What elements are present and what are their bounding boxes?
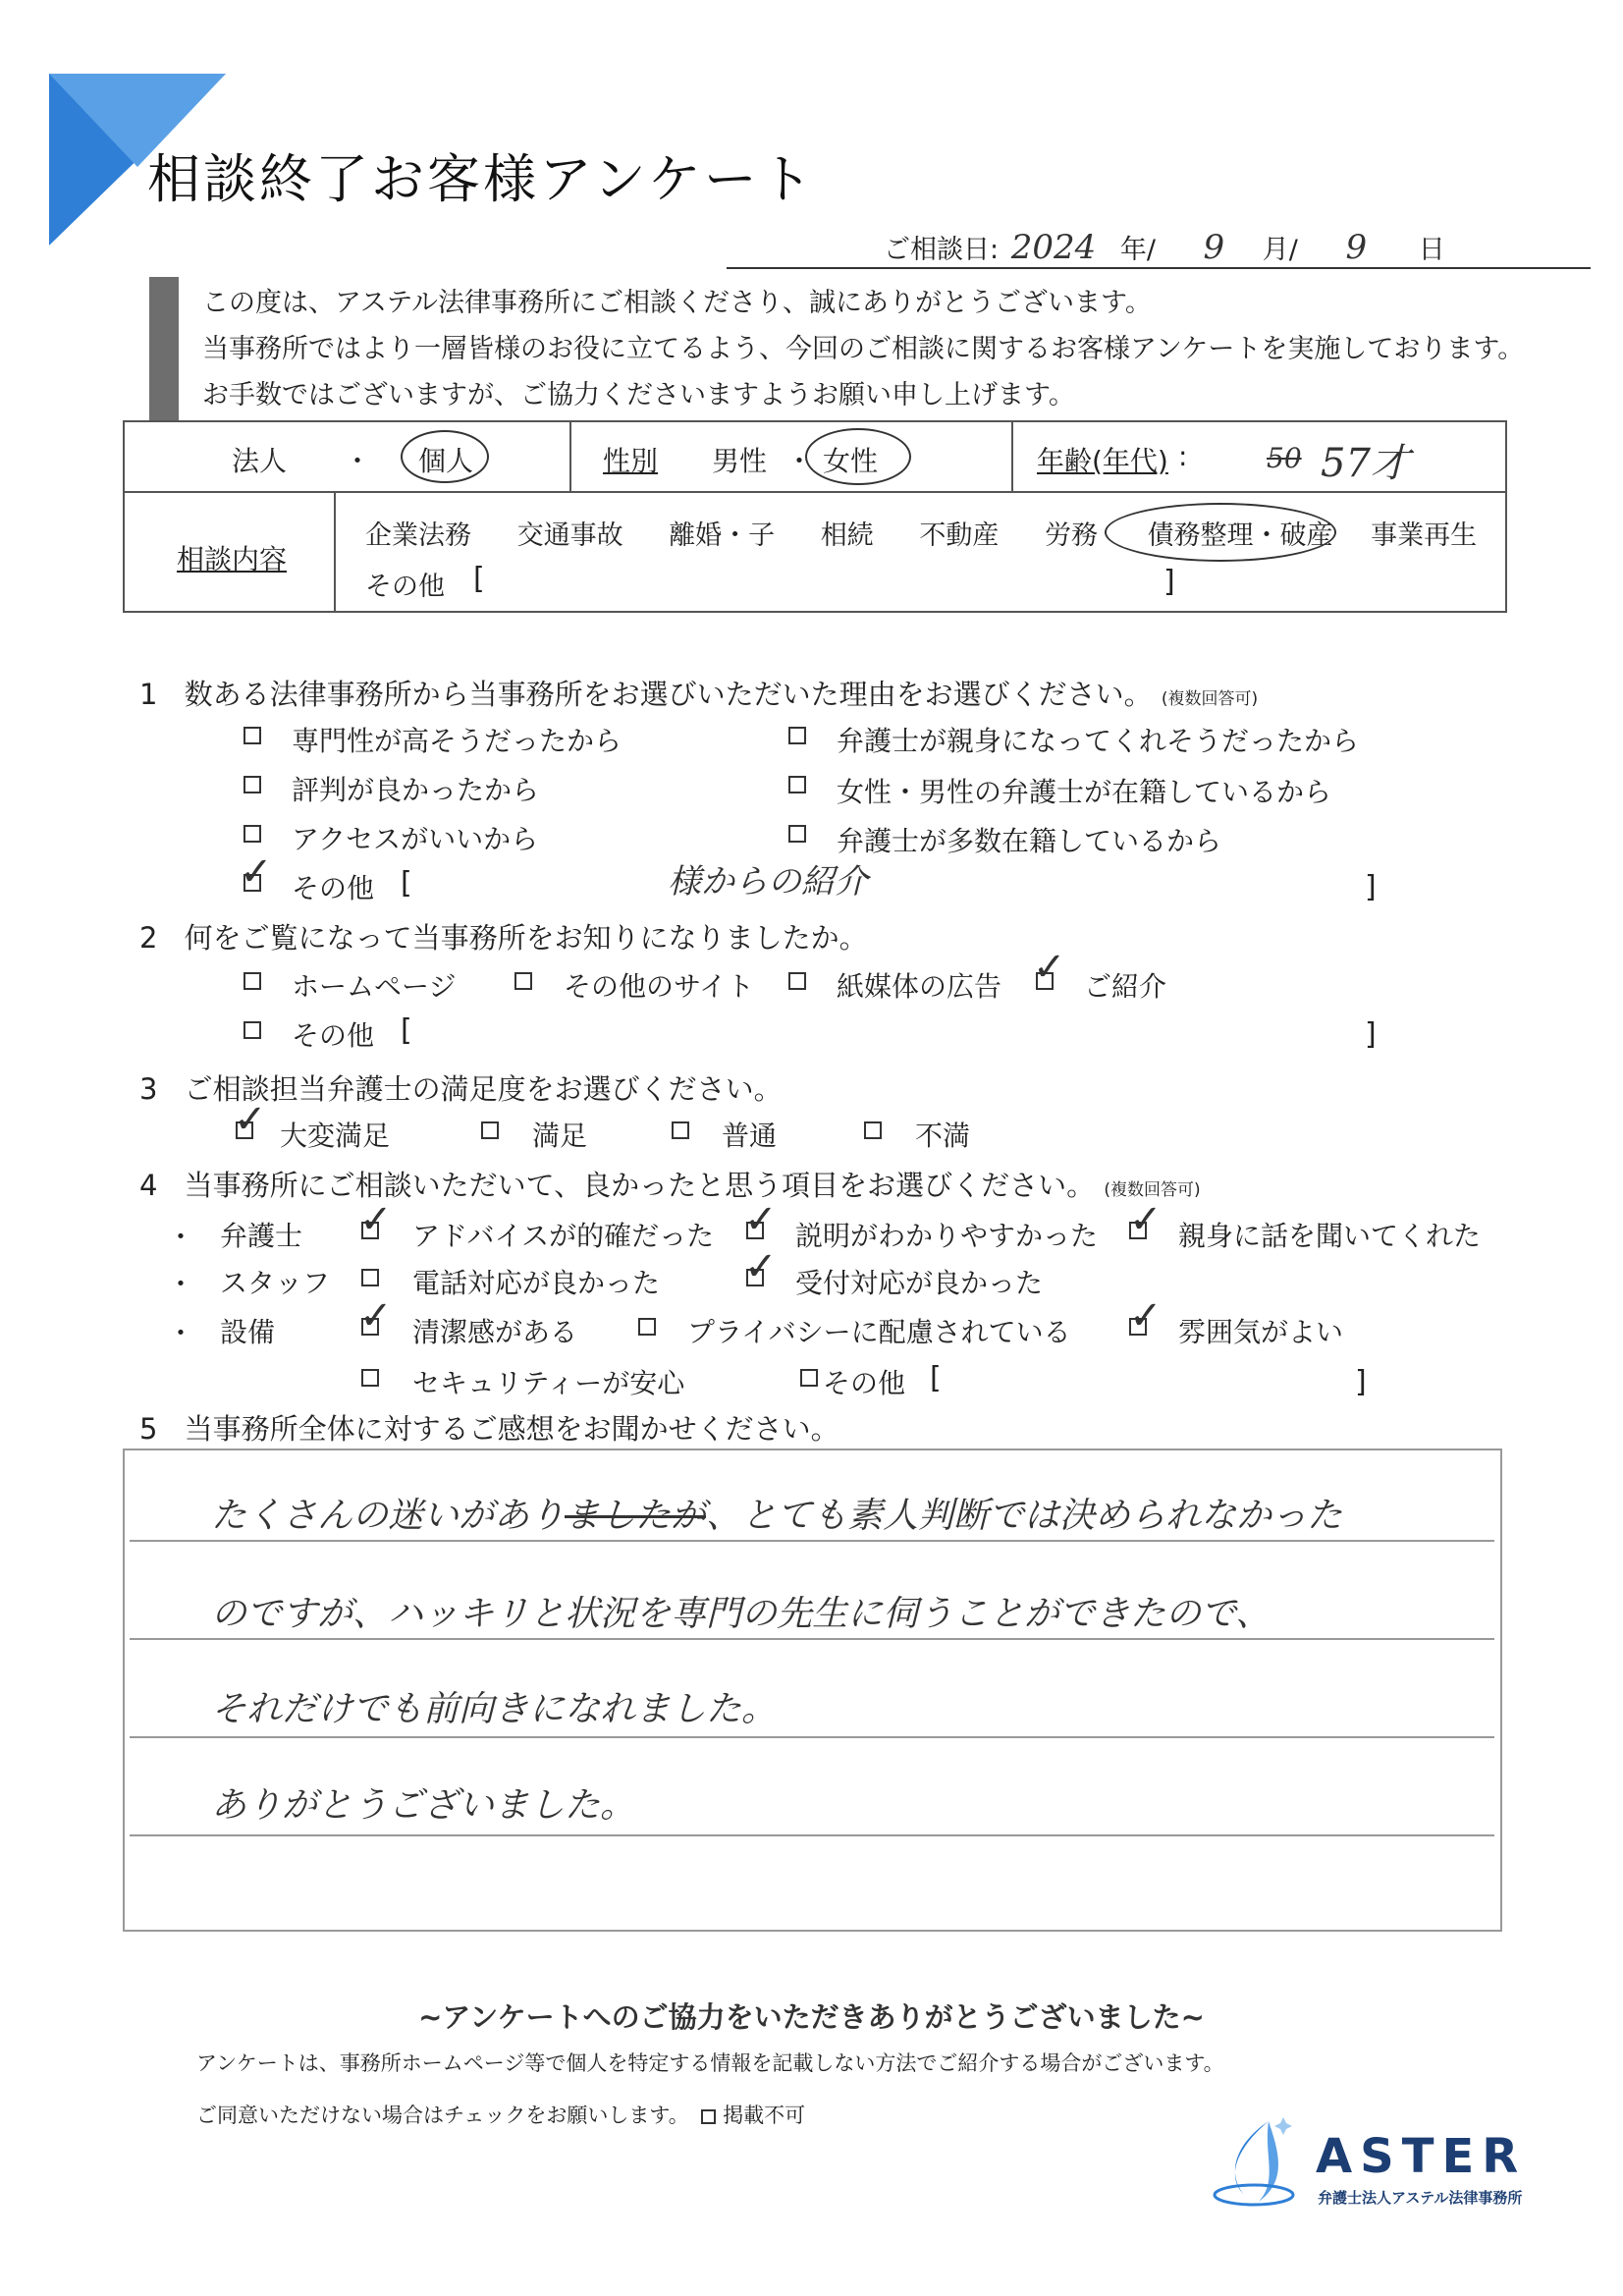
q1-option-label: 評判が良かったから bbox=[292, 774, 540, 806]
q4-option-label: 電話対応が良かった bbox=[412, 1267, 661, 1299]
comment-text: 、とても素人判断では決められなかった bbox=[706, 1496, 1343, 1536]
female-circle bbox=[805, 428, 911, 485]
q4-option-checkbox[interactable] bbox=[361, 1369, 379, 1387]
consult-item: 離婚・子 bbox=[669, 520, 776, 551]
q4-other-open: [ bbox=[930, 1361, 942, 1395]
q3-option-label: 大変満足 bbox=[280, 1120, 391, 1152]
intro-line-2: 当事務所ではより一層皆様のお役に立てるよう、今回のご相談に関するお客様アンケートを実施しております。 bbox=[202, 334, 1525, 364]
intro-text bbox=[202, 280, 1524, 418]
date-month-unit: 月/ bbox=[1262, 235, 1298, 265]
footer-note-1: アンケートは、事務所ホームページ等で個人を特定する情報を記載しない方法でご紹介する場合がございます。 bbox=[196, 2051, 1224, 2075]
q2-option-label: その他のサイト bbox=[564, 970, 755, 1003]
consult-label: 相談内容 bbox=[177, 543, 288, 575]
age-label: 年齢(年代) bbox=[1037, 445, 1168, 477]
gender-female: 女性 bbox=[823, 445, 879, 477]
q2-option-label: ホームページ bbox=[292, 970, 457, 1003]
q1-option-checkbox[interactable] bbox=[788, 727, 806, 744]
q1-option-label: 弁護士が親身になってくれそうだったから bbox=[837, 725, 1360, 757]
q1-heading bbox=[139, 673, 1258, 713]
aster-logo-subtitle: 弁護士法人アステル法律事務所 bbox=[1318, 2189, 1523, 2207]
comment-line-4: ありがとうございました。 bbox=[211, 1785, 636, 1826]
aster-logo-icon bbox=[1210, 2111, 1298, 2210]
consult-item: 労務 bbox=[1044, 520, 1098, 551]
q2-other-close: ] bbox=[1365, 1017, 1377, 1052]
consult-other-close: ] bbox=[1163, 565, 1175, 599]
consult-item: 企業法務 bbox=[365, 520, 471, 551]
intro-line-3: お手数ではございますが、ご協力くださいますようお願い申し上げます。 bbox=[202, 380, 1075, 410]
q1-other-answer: 様からの紹介 bbox=[668, 862, 868, 902]
intro-line-1: この度は、アステル法律事務所にご相談くださり、誠にありがとうございます。 bbox=[202, 288, 1152, 318]
q2-referral-checkmark: ✓ bbox=[1033, 945, 1066, 990]
header-corner-decoration bbox=[0, 0, 412, 255]
q2-option-checkbox[interactable] bbox=[788, 972, 806, 990]
optout-checkbox[interactable] bbox=[701, 2109, 716, 2124]
q4-checkmark: ✓ bbox=[1129, 1197, 1163, 1242]
q1-other-label: その他 bbox=[292, 872, 375, 904]
q4-option-label: 雰囲気がよい bbox=[1178, 1316, 1344, 1348]
gender-dot: ・ bbox=[785, 445, 814, 477]
comment-rule bbox=[130, 1638, 1494, 1640]
q4-number: 4 bbox=[139, 1169, 158, 1202]
q2-option-label: 紙媒体の広告 bbox=[837, 970, 1002, 1003]
q5-heading bbox=[139, 1407, 839, 1448]
optout-label: 掲載不可 bbox=[723, 2104, 806, 2127]
age-crossed: 50 bbox=[1267, 442, 1302, 474]
q1-other-open: [ bbox=[401, 866, 412, 901]
q4-option-checkbox[interactable] bbox=[638, 1318, 656, 1336]
consult-other-label: その他 bbox=[365, 572, 445, 602]
q4-other-close: ] bbox=[1355, 1365, 1367, 1399]
gender-male: 男性 bbox=[712, 445, 768, 477]
q3-number: 3 bbox=[139, 1072, 158, 1106]
date-month: 9 bbox=[1203, 228, 1225, 267]
comment-line-1 bbox=[211, 1488, 1342, 1538]
q1-option-checkbox[interactable] bbox=[243, 727, 261, 744]
q4-other-label: その他 bbox=[823, 1367, 906, 1399]
date-underline bbox=[727, 267, 1591, 269]
comment-line-3: それだけでも前向きになれました。 bbox=[211, 1689, 778, 1729]
q1-note: (複数回答可) bbox=[1161, 689, 1259, 709]
corp-dot: ・ bbox=[344, 445, 372, 477]
q3-option-label: 不満 bbox=[915, 1120, 971, 1152]
consult-item: 相続 bbox=[820, 520, 874, 551]
q1-option-label: 専門性が高そうだったから bbox=[292, 725, 622, 757]
q1-option-label: 女性・男性の弁護士が在籍しているから bbox=[837, 776, 1332, 808]
q5-text: 当事務所全体に対するご感想をお聞かせください。 bbox=[184, 1412, 839, 1446]
consult-col-divider bbox=[334, 491, 336, 613]
q2-heading bbox=[139, 916, 868, 957]
page-title: 相談終了お客様アンケート bbox=[147, 148, 816, 210]
q4-option-label: プライバシーに配慮されている bbox=[687, 1316, 1071, 1348]
q4-checkmark: ✓ bbox=[744, 1244, 778, 1289]
q4-staff-label: スタッフ bbox=[220, 1267, 331, 1299]
q2-other-label: その他 bbox=[292, 1019, 375, 1052]
q4-note: (複数回答可) bbox=[1104, 1180, 1201, 1200]
profile-col-divider-2 bbox=[1011, 420, 1013, 491]
consult-item: 交通事故 bbox=[516, 520, 623, 551]
q2-other-open: [ bbox=[401, 1013, 412, 1048]
gender-label: 性別 bbox=[603, 445, 659, 477]
footer-note-2 bbox=[196, 2100, 805, 2129]
corp-option: 法人 bbox=[232, 445, 288, 477]
q4-option-label: セキュリティーが安心 bbox=[412, 1367, 685, 1399]
q1-option-checkbox[interactable] bbox=[243, 776, 261, 793]
date-label: ご相談日: bbox=[884, 235, 1000, 265]
q4-option-label: 受付対応が良かった bbox=[795, 1267, 1044, 1299]
q1-text: 数ある法律事務所から当事務所をお選びいただいた理由をお選びください。 bbox=[184, 678, 1153, 711]
q4-text: 当事務所にご相談いただいて、良かったと思う項目をお選びください。 bbox=[184, 1169, 1096, 1202]
individual-option: 個人 bbox=[418, 445, 474, 477]
date-day-unit: 日 bbox=[1418, 235, 1445, 265]
q1-option-label: アクセスがいいから bbox=[292, 823, 539, 855]
comment-text: たくさんの迷いがあり bbox=[211, 1496, 566, 1536]
date-day: 9 bbox=[1345, 228, 1368, 267]
q1-other-checkmark: ✓ bbox=[240, 849, 273, 895]
q2-number: 2 bbox=[139, 921, 158, 955]
q1-other-close: ] bbox=[1365, 870, 1377, 904]
q2-option-checkbox[interactable] bbox=[514, 972, 532, 990]
q4-checkmark: ✓ bbox=[359, 1197, 393, 1242]
q4-checkmark: ✓ bbox=[744, 1197, 778, 1242]
aster-logo-text: ASTER bbox=[1316, 2129, 1527, 2184]
q2-option-checkbox[interactable] bbox=[243, 972, 261, 990]
consult-item: 事業再生 bbox=[1371, 520, 1478, 551]
consult-item: 不動産 bbox=[919, 520, 1000, 551]
q4-bullet: ・ bbox=[167, 1221, 195, 1253]
q4-lawyer-label: 弁護士 bbox=[220, 1220, 303, 1252]
q1-option-checkbox[interactable] bbox=[243, 825, 261, 843]
comment-crossed: ましたが bbox=[565, 1496, 707, 1536]
profile-col-divider-1 bbox=[569, 420, 571, 491]
comment-rule bbox=[130, 1540, 1494, 1542]
date-year-unit: 年/ bbox=[1119, 235, 1156, 265]
q1-number: 1 bbox=[139, 678, 158, 711]
q4-bullet: ・ bbox=[167, 1317, 195, 1349]
intro-bar bbox=[149, 277, 179, 422]
q3-option-checkbox[interactable] bbox=[481, 1121, 499, 1139]
q4-checkmark: ✓ bbox=[359, 1293, 393, 1339]
q4-option-label: アドバイスが的確だった bbox=[412, 1220, 715, 1252]
q1-option-label: 弁護士が多数在籍しているから bbox=[837, 825, 1222, 857]
comment-rule bbox=[130, 1736, 1494, 1738]
profile-row-divider bbox=[123, 491, 1507, 493]
q3-option-checkbox[interactable] bbox=[672, 1121, 689, 1139]
q4-option-label: 清潔感がある bbox=[412, 1316, 578, 1348]
comment-rule bbox=[130, 1834, 1494, 1836]
age-colon: : bbox=[1178, 440, 1188, 472]
consult-other-open: [ bbox=[473, 562, 485, 596]
footer-thanks: ~アンケートへのご協力をいただきありがとうございました~ bbox=[418, 2000, 1205, 2034]
date-year: 2024 bbox=[1010, 228, 1097, 267]
q5-number: 5 bbox=[139, 1412, 158, 1446]
q4-facility-label: 設備 bbox=[220, 1316, 276, 1348]
q2-option-label: ご紹介 bbox=[1084, 970, 1167, 1003]
individual-circle bbox=[401, 430, 489, 483]
footer-note-2-text: ご同意いただけない場合はチェックをお願いします。 bbox=[196, 2104, 689, 2127]
q3-option-label: 普通 bbox=[722, 1120, 778, 1152]
q3-option-checkbox[interactable] bbox=[864, 1121, 882, 1139]
q4-checkmark: ✓ bbox=[1129, 1293, 1163, 1339]
q1-option-checkbox[interactable] bbox=[788, 776, 806, 793]
q2-text: 何をご覧になって当事務所をお知りになりましたか。 bbox=[184, 921, 868, 955]
q4-option-label: 説明がわかりやすかった bbox=[795, 1220, 1099, 1252]
debt-circle bbox=[1105, 503, 1336, 562]
q4-option-checkbox[interactable] bbox=[361, 1269, 379, 1286]
q4-option-label: 親身に話を聞いてくれた bbox=[1178, 1220, 1482, 1252]
q4-heading bbox=[139, 1164, 1201, 1204]
comment-line-2: のですが、ハッキリと状況を専門の先生に伺うことができたので、 bbox=[211, 1594, 1271, 1634]
q1-option-checkbox[interactable] bbox=[788, 825, 806, 843]
q4-bullet: ・ bbox=[167, 1268, 195, 1300]
consult-item-selected: 債務整理・破産 bbox=[1147, 520, 1333, 551]
q3-option-label: 満足 bbox=[532, 1120, 588, 1152]
age-value: 57才 bbox=[1321, 441, 1410, 486]
q2-other-checkbox[interactable] bbox=[243, 1021, 261, 1039]
q4-other-checkbox[interactable] bbox=[800, 1369, 818, 1387]
q3-text: ご相談担当弁護士の満足度をお選びください。 bbox=[184, 1072, 783, 1106]
q3-checkmark: ✓ bbox=[234, 1097, 267, 1142]
consult-date bbox=[884, 228, 1591, 267]
